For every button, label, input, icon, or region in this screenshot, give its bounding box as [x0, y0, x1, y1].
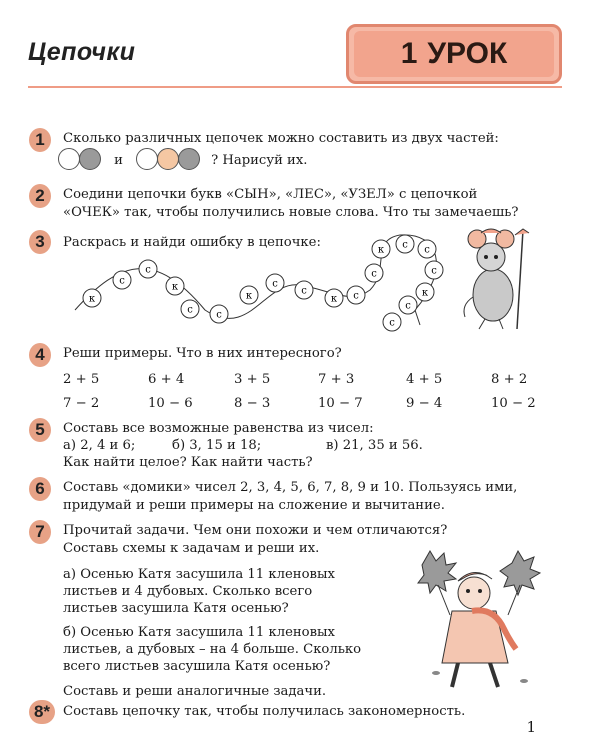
task-7-a-line-2: листьев и 4 дубовых. Сколько всего [63, 584, 313, 599]
example: 8 − 3 [234, 396, 271, 411]
task-number-8: 8* [29, 700, 55, 724]
chain-bead-letter: к [245, 290, 253, 302]
task-7-a-line-1: а) Осенью Катя засушила 11 кленовых [63, 567, 335, 582]
task-3-text: Раскрась и найди ошибку в цепочке: [63, 235, 321, 250]
example: 7 − 2 [63, 396, 100, 411]
task-1-question: ? Нарисуй их. [211, 152, 308, 168]
task-7-b-line-2: листьев, а дубовых – на 4 больше. Сколько [63, 642, 362, 657]
task-7-last: Составь и реши аналогичные задачи. [63, 684, 327, 699]
example: 4 + 5 [406, 372, 443, 387]
task-5-line-1: Составь все возможные равенства из чисел: [63, 421, 374, 436]
task-7-a-line-3: листьев засушила Катя осенью? [63, 601, 289, 616]
chain-bead-letter: с [272, 278, 278, 290]
chain-bead-letter: к [171, 281, 179, 293]
chain-bead-letter: с [145, 264, 151, 276]
example: 7 + 3 [318, 372, 355, 387]
task-number-3: 3 [29, 230, 51, 254]
task-5-line-3: Как найти целое? Как найти часть? [63, 455, 313, 470]
task-number-5: 5 [29, 418, 51, 442]
task-4-text: Реши примеры. Что в них интересного? [63, 346, 342, 361]
example: 6 + 4 [148, 372, 185, 387]
task-number-1: 1 [29, 128, 51, 152]
task-5-option-b: б) 3, 15 и 18; [172, 438, 262, 453]
chain-bead-letter: с [371, 268, 377, 280]
example: 2 + 5 [63, 372, 100, 387]
chain-bead-letter: с [389, 317, 395, 329]
chain-bead-letter: с [424, 244, 430, 256]
mouse-illustration [455, 225, 550, 335]
chain-bead-letter: к [377, 244, 385, 256]
task-number-7: 7 [29, 520, 51, 544]
chain-bead-letter: с [405, 300, 411, 312]
task-7-b-line-3: всего листьев засушила Катя осенью? [63, 659, 331, 674]
task-6-line-1: Составь «домики» чисел 2, 3, 4, 5, 6, 7, 8, 9 и 10. Пользуясь ими, [63, 480, 518, 495]
example: 10 − 2 [491, 396, 536, 411]
chain-bead-letter: с [353, 290, 359, 302]
task-number-6: 6 [29, 477, 51, 501]
page-title: Цепочки [28, 38, 136, 66]
task-7-line-2: Составь схемы к задачам и реши их. [63, 541, 320, 556]
chain-bead-letter: с [187, 304, 193, 316]
task-1-text: Сколько различных цепочек можно составить из двух частей: [63, 131, 499, 146]
task-number-2: 2 [29, 184, 51, 208]
chain-bead-letter: к [330, 293, 338, 305]
lesson-label: УРОК [427, 37, 508, 70]
task-2-line-1: Соедини цепочки букв «СЫН», «ЛЕС», «УЗЕЛ» с цепочкой [63, 187, 478, 202]
chain-bead-letter: с [301, 285, 307, 297]
chain-bead-letter: с [402, 239, 408, 251]
chain-bead-letter: к [88, 293, 96, 305]
task-1-and: и [114, 152, 123, 168]
example: 10 − 7 [318, 396, 363, 411]
task-5-option-a: а) 2, 4 и 6; [63, 438, 136, 453]
example: 9 − 4 [406, 396, 443, 411]
task-7-b-line-1: б) Осенью Катя засушила 11 кленовых [63, 625, 335, 640]
chain-bead-letter: к [421, 287, 429, 299]
example: 3 + 5 [234, 372, 271, 387]
task-6-line-2: придумай и реши примеры на сложение и вычитание. [63, 498, 445, 513]
chain-bead-letter: с [431, 265, 437, 277]
task-2-line-2: «ОЧЕК» так, чтобы получились новые слова. Что ты замечаешь? [63, 205, 519, 220]
lesson-number: 1 [400, 37, 418, 70]
task-5-option-c: в) 21, 35 и 56. [326, 438, 423, 453]
example: 8 + 2 [491, 372, 528, 387]
task-number-4: 4 [29, 343, 51, 367]
task-7-line-1: Прочитай задачи. Чем они похожи и чем отличаются? [63, 523, 448, 538]
chain-bead-letter: с [216, 309, 222, 321]
chain-bead-letter: с [119, 275, 125, 287]
girl-with-leaves-illustration [412, 545, 552, 695]
task-8-text: Составь цепочку так, чтобы получилась закономерность. [63, 704, 466, 719]
page-number: 1 [526, 718, 536, 736]
example: 10 − 6 [148, 396, 193, 411]
